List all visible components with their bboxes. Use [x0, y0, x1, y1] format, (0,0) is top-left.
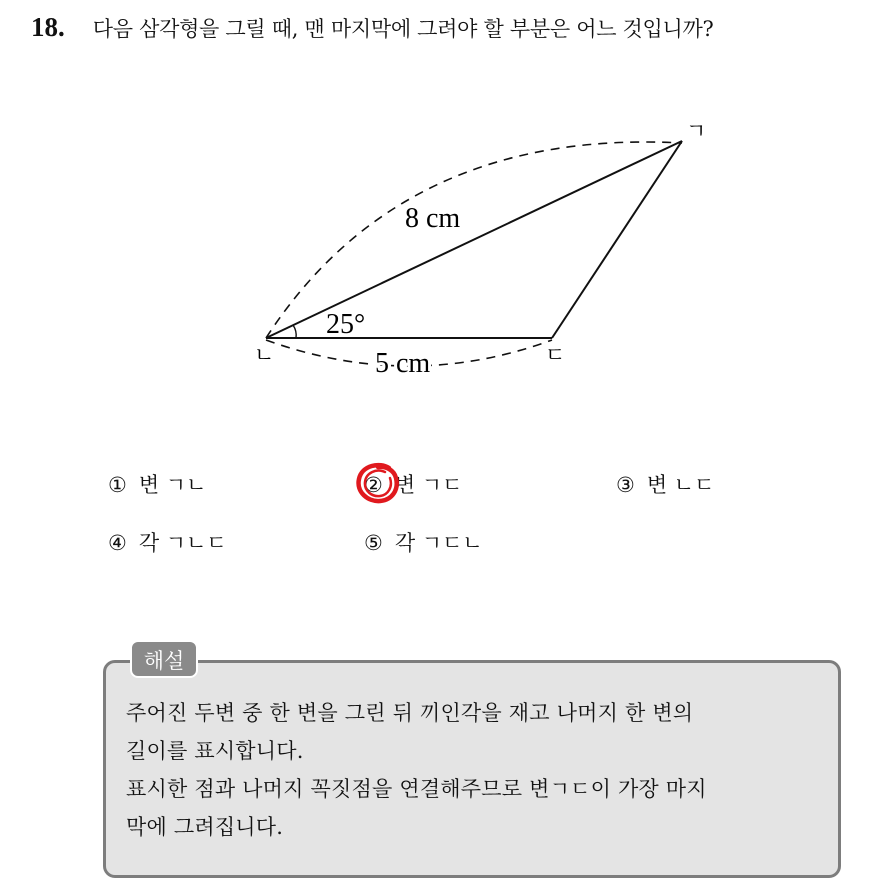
vertex-digeut-label: ㄷ	[545, 343, 566, 367]
vertex-nieun-label: ㄴ	[254, 343, 275, 367]
solution-line-4: 막에 그려집니다.	[126, 815, 284, 839]
choice-2-text: 변 ㄱㄷ	[394, 473, 463, 497]
angle-arc	[293, 325, 296, 338]
choice-3-mark: ③	[616, 473, 635, 497]
solution-line-3: 표시한 점과 나머지 꼭짓점을 연결해주므로 변ㄱㄷ이 가장 마지	[126, 777, 707, 801]
length-8cm-label: 8 cm	[405, 203, 461, 234]
choice-5[interactable]	[364, 527, 483, 557]
choice-5-mark: ⑤	[364, 531, 383, 555]
choice-4-mark: ④	[108, 531, 127, 555]
choice-1[interactable]	[108, 469, 206, 499]
choice-4[interactable]	[108, 527, 227, 557]
choice-2-mark: ②	[364, 473, 383, 497]
choice-5-text: 각 ㄱㄷㄴ	[394, 531, 483, 555]
solution-label: 해설	[130, 640, 198, 678]
choice-1-text: 변 ㄱㄴ	[138, 473, 207, 497]
solution-line-2: 길이를 표시합니다.	[126, 739, 304, 763]
answer-circle-icon	[354, 460, 402, 506]
choice-1-mark: ①	[108, 473, 127, 497]
triangle-figure	[0, 0, 884, 420]
question-number: 18.	[31, 12, 65, 42]
side-giyeok-digeut	[552, 141, 682, 338]
question-text: 다음 삼각형을 그릴 때, 맨 마지막에 그려야 할 부분은 어느 것입니까?	[92, 17, 714, 41]
solution-line-1: 주어진 두변 중 한 변을 그린 뒤 끼인각을 재고 나머지 한 변의	[126, 701, 694, 725]
length-5cm-label: 5 cm	[375, 348, 431, 379]
choice-3[interactable]	[616, 469, 714, 499]
vertex-giyeok-label: ㄱ	[686, 119, 707, 143]
angle-25-label: 25°	[326, 309, 366, 340]
solution-box	[103, 660, 841, 878]
choice-3-text: 변 ㄴㄷ	[646, 473, 715, 497]
choice-4-text: 각 ㄱㄴㄷ	[138, 531, 227, 555]
